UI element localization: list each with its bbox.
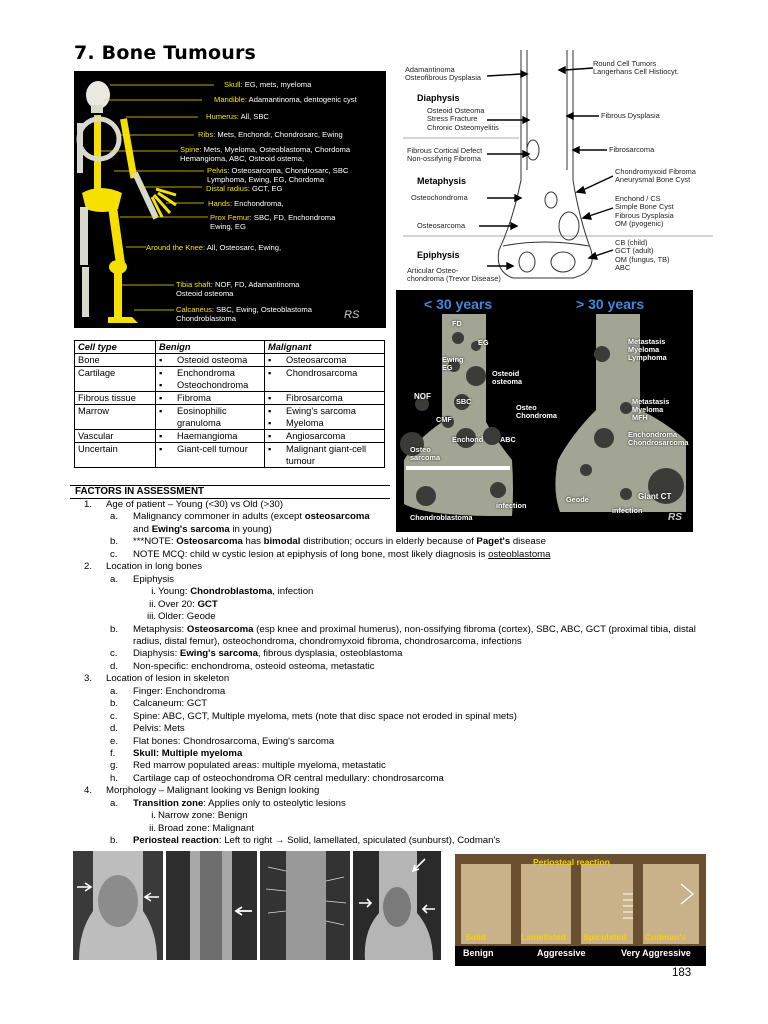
benign-item: Eosinophilic granuloma xyxy=(177,406,227,428)
skeleton-label-hands: Hands: Enchondroma, xyxy=(208,199,284,208)
periosteal-solid: Solid xyxy=(465,932,487,942)
periosteal-spiculated: Spiculated xyxy=(583,932,627,942)
list-marker: i. xyxy=(151,586,156,597)
cell-benign xyxy=(156,354,265,367)
cell-malignant xyxy=(265,443,385,468)
factor-line: Flat bones: Chondrosarcoma, Ewing's sarcoma xyxy=(133,736,335,747)
list-marker: ii. xyxy=(149,823,156,834)
cell-type: Fibrous tissue xyxy=(75,392,156,405)
list-marker: iii. xyxy=(146,611,156,622)
bullet-icon: ▪ xyxy=(159,368,163,378)
diagram-label-adamantinoma: Adamantinoma Osteofibrous Dysplasia xyxy=(405,65,481,83)
list-marker: g. xyxy=(110,760,119,771)
age-label-nof: NOF xyxy=(414,392,431,401)
diagram-label-fibrosarcoma: Fibrosarcoma xyxy=(609,145,655,154)
diagram-label-cb: CB (child) GCT (adult) OM (fungus, TB) ABC xyxy=(615,238,670,273)
diagram-heading-epiphysis: Epiphysis xyxy=(417,250,460,260)
skeleton-label-pelvis: Pelvis: Osteosarcoma, Chondrosarc, SBC Lymphoma, Ewing, EG, Chordoma xyxy=(207,166,349,184)
cell-type: Vascular xyxy=(75,430,156,443)
diagram-label-osteochondroma: Osteochondroma xyxy=(411,193,468,202)
table-header-benign: Benign xyxy=(156,341,265,354)
malignant-item: Osteosarcoma xyxy=(286,355,347,365)
factor-line: Broad zone: Malignant xyxy=(158,823,254,834)
list-marker: d. xyxy=(110,723,119,734)
factor-line: Skull: Multiple myeloma xyxy=(133,748,243,759)
cell-benign xyxy=(156,430,265,443)
periosteal-codmans: Codman's xyxy=(645,932,687,942)
malignant-item: Angiosarcoma xyxy=(286,431,346,441)
factor-line: Pelvis: Mets xyxy=(133,723,185,734)
factor-line: Epiphysis xyxy=(133,574,175,585)
xray-graphic-1 xyxy=(73,851,163,960)
list-marker: b. xyxy=(110,536,119,547)
factor-line: Young: Chondroblastoma, infection xyxy=(158,586,314,597)
list-marker: a. xyxy=(110,686,119,697)
table-body xyxy=(75,354,385,468)
factor-line: Metaphysis: Osteosarcoma (esp knee and proximal humerus), non-ossifying fibroma (cortex), SBC, ABC, GCT (proximal tibia, distal xyxy=(133,624,696,635)
factor-line: Older: Geode xyxy=(158,611,216,622)
bullet-icon: ▪ xyxy=(159,380,163,390)
age-label-fd: FD xyxy=(452,319,462,328)
skeleton-label-humerus: Humerus: All, SBC xyxy=(206,112,269,121)
factor-line: Location in long bones xyxy=(106,561,203,572)
age-label-chondroblastoma: Chondroblastoma xyxy=(410,513,473,522)
factor-line: Periosteal reaction: Left to right → Solid, lamellated, spiculated (sunburst), Codman's xyxy=(133,835,501,846)
diagram-label-enchond: Enchond / CS Simple Bone Cyst Fibrous Dysplasia OM (pyogenic) xyxy=(615,194,674,229)
diagram-heading-metaphysis: Metaphysis xyxy=(417,176,467,186)
xray-image-3 xyxy=(260,851,350,960)
xray-graphic-4 xyxy=(353,851,441,960)
periosteal-title: Periosteal reaction xyxy=(533,857,610,867)
table-row xyxy=(75,392,385,405)
xray-image-1 xyxy=(73,851,163,960)
age-label-osteochondroma: Osteo Chondroma xyxy=(516,403,557,420)
list-marker: a. xyxy=(110,511,119,522)
skeleton-label-skull: Skull: EG, mets, myeloma xyxy=(224,80,312,89)
age-label-abc: ABC xyxy=(500,435,516,444)
bullet-icon: ▪ xyxy=(268,431,272,441)
list-marker: b. xyxy=(110,835,119,846)
table-row xyxy=(75,430,385,443)
factor-line: Spine: ABC, GCT, Multiple myeloma, mets (note that disc space not eroded in spinal mets) xyxy=(133,711,517,722)
list-marker: b. xyxy=(110,698,119,709)
skeleton-label-distal-radius: Distal radius: GCT, EG xyxy=(206,184,283,193)
xray-graphic-2 xyxy=(166,851,257,960)
factor-line: and Ewing's sarcoma in young) xyxy=(133,524,272,535)
list-marker: f. xyxy=(110,748,116,759)
factor-line: Age of patient – Young (<30) vs Old (>30) xyxy=(106,499,284,510)
diagram-label-trevor: Articular Osteo- chondroma (Trevor Disease) xyxy=(407,266,501,284)
malignant-item: Ewing's sarcoma xyxy=(286,406,356,416)
bullet-icon: ▪ xyxy=(159,444,163,454)
benign-item: Osteochondroma xyxy=(177,380,249,390)
bullet-icon: ▪ xyxy=(159,355,163,365)
diagram-label-cmf: Chondromyxoid Fibroma Aneurysmal Bone Cyst xyxy=(615,167,696,185)
diagram-label-osteoid: Osteoid Osteoma Stress Fracture Chronic Osteomyelitis xyxy=(427,106,499,132)
age-label-enchondroma-cs: Enchondroma Chondrosarcoma xyxy=(628,430,689,447)
factor-line: NOTE MCQ: child w cystic lesion at epiphysis of long bone, most likely diagnosis is osteoblastoma xyxy=(133,549,551,560)
skeleton-label-mandible: Mandible: Adamantinoma, dentogenic cyst xyxy=(214,95,357,104)
list-marker: h. xyxy=(110,773,119,784)
age-label-sbc: SBC xyxy=(456,397,472,406)
list-marker: 3. xyxy=(84,673,93,684)
bullet-icon: ▪ xyxy=(268,444,272,454)
bone-location-diagram xyxy=(403,50,713,290)
factor-line: Over 20: GCT xyxy=(158,599,218,610)
factor-line: Diaphysis: Ewing's sarcoma, fibrous dysplasia, osteoblastoma xyxy=(133,648,403,659)
diagram-label-fcd: Fibrous Cortical Defect Non-ossifying Fibroma xyxy=(407,146,483,164)
cell-type: Uncertain xyxy=(75,443,156,468)
factors-heading: FACTORS IN ASSESSMENT xyxy=(70,485,390,499)
factor-line: Cartilage cap of osteochondroma OR central medullary: chondrosarcoma xyxy=(133,773,444,784)
age-label-ewing: Ewing EG xyxy=(442,355,464,372)
skeleton-label-knee: Around the Knee: All, Osteosarc, Ewing, xyxy=(146,243,282,252)
cell-benign xyxy=(156,367,265,392)
table-header-malignant: Malignant xyxy=(265,341,385,354)
malignant-item: Fibrosarcoma xyxy=(286,393,343,403)
list-marker: c. xyxy=(110,549,118,560)
factor-line: Calcaneum: GCT xyxy=(133,698,208,709)
list-marker: a. xyxy=(110,798,119,809)
age-label-eg: EG xyxy=(478,338,489,347)
factor-line: Malignancy commoner in adults (except osteosarcoma xyxy=(133,511,370,522)
benign-item: Osteoid osteoma xyxy=(177,355,248,365)
bullet-icon: ▪ xyxy=(159,431,163,441)
xray-image-4 xyxy=(353,851,441,960)
factor-line: ***NOTE: Osteosarcoma has bimodal distribution; occurs in elderly because of Paget's disease xyxy=(133,536,546,547)
cell-type: Marrow xyxy=(75,405,156,430)
skeleton-label-calcaneus: Calcaneus: SBC, Ewing, Osteoblastoma Chondroblastoma xyxy=(176,305,312,323)
list-marker: d. xyxy=(110,661,119,672)
periosteal-lamellated: Lamellated xyxy=(521,932,566,942)
factor-line: Location of lesion in skeleton xyxy=(106,673,230,684)
list-marker: b. xyxy=(110,624,119,635)
xray-graphic-3 xyxy=(260,851,350,960)
malignant-item: Malignant giant-cell tumour xyxy=(286,444,367,466)
cell-benign xyxy=(156,405,265,430)
skeleton-label-tibia: Tibia shaft: NOF, FD, Adamantinoma Osteoid osteoma xyxy=(176,280,300,298)
factor-line: Finger: Enchondroma xyxy=(133,686,226,697)
bullet-icon: ▪ xyxy=(268,406,272,416)
cell-malignant xyxy=(265,405,385,430)
cell-malignant xyxy=(265,367,385,392)
age-label-cmf: CMF xyxy=(436,415,452,424)
age-label-metastasis-mfh: Metastasis Myeloma MFH xyxy=(632,397,670,422)
age-label-osteosarcoma: Osteo sarcoma xyxy=(410,445,441,462)
malignant-item: Chondrosarcoma xyxy=(286,368,358,378)
bullet-icon: ▪ xyxy=(268,418,272,428)
skeleton-figure xyxy=(74,71,386,328)
age-header-old: > 30 years xyxy=(576,296,645,312)
table-row xyxy=(75,367,385,392)
cell-malignant xyxy=(265,430,385,443)
bullet-icon: ▪ xyxy=(159,393,163,403)
age-label-enchond: Enchond xyxy=(452,435,484,444)
diagram-label-osteosarcoma: Osteosarcoma xyxy=(417,221,466,230)
cell-benign xyxy=(156,443,265,468)
bullet-icon: ▪ xyxy=(268,368,272,378)
factor-line: Morphology – Malignant looking vs Benign looking xyxy=(106,785,320,796)
factor-line: radius, distal femur), osteochondroma, chondromyxoid fibroma, chondrosarcoma, infections xyxy=(133,636,522,647)
diagram-heading-diaphysis: Diaphysis xyxy=(417,93,460,103)
table-header-cell-type: Cell type xyxy=(75,341,156,354)
factor-line: Transition zone: Applies only to osteolytic lesions xyxy=(133,798,346,809)
bullet-icon: ▪ xyxy=(268,355,272,365)
benign-item: Enchondroma xyxy=(177,368,235,378)
periosteal-very-aggressive: Very Aggressive xyxy=(621,948,691,958)
age-label-giant-ct: Giant CT xyxy=(638,492,672,501)
age-header-young: < 30 years xyxy=(424,296,493,312)
list-marker: a. xyxy=(110,574,119,585)
page-title: 7. Bone Tumours xyxy=(74,42,257,64)
cell-malignant xyxy=(265,392,385,405)
factor-line: Red marrow populated areas: multiple myeloma, metastatic xyxy=(133,760,386,771)
age-label-osteoid: Osteoid osteoma xyxy=(492,369,523,386)
cell-type: Bone xyxy=(75,354,156,367)
factor-line: Narrow zone: Benign xyxy=(158,810,248,821)
bullet-icon: ▪ xyxy=(268,393,272,403)
list-marker: ii. xyxy=(149,599,156,610)
cell-benign xyxy=(156,392,265,405)
benign-item: Giant-cell tumour xyxy=(177,444,248,454)
cell-type-table xyxy=(74,340,385,468)
list-marker: 4. xyxy=(84,785,93,796)
bullet-icon: ▪ xyxy=(159,406,163,416)
list-marker: c. xyxy=(110,648,118,659)
table-header-row xyxy=(75,341,385,354)
age-distribution-figure xyxy=(396,290,693,532)
diagram-label-round-cell: Round Cell Tumors Langerhans Cell Histiocyt. xyxy=(593,59,679,77)
cell-type: Cartilage xyxy=(75,367,156,392)
list-marker: 1. xyxy=(84,499,93,510)
benign-item: Fibroma xyxy=(177,393,212,403)
cell-malignant xyxy=(265,354,385,367)
periosteal-benign: Benign xyxy=(463,948,494,958)
list-marker: 2. xyxy=(84,561,93,572)
skeleton-label-spine: Spine: Mets, Myeloma, Osteoblastoma, Chordoma Hemangioma, ABC, Osteoid ostema, xyxy=(180,145,351,163)
factor-line: Non-specific: enchondroma, osteoid osteoma, metastatic xyxy=(133,661,375,672)
age-label-geode: Geode xyxy=(566,495,589,504)
malignant-item: Myeloma xyxy=(286,418,324,428)
periosteal-aggressive: Aggressive xyxy=(537,948,586,958)
table-row xyxy=(75,354,385,367)
age-label-infection-young: infection xyxy=(496,501,527,510)
xray-image-2 xyxy=(166,851,257,960)
list-marker: c. xyxy=(110,711,118,722)
skeleton-label-ribs: Ribs: Mets, Enchondr, Chondrosarc, Ewing xyxy=(198,130,343,139)
age-panel-logo: RS xyxy=(668,512,682,523)
diagram-label-fibrous-dysplasia: Fibrous Dysplasia xyxy=(601,111,660,120)
periosteal-reaction-figure xyxy=(455,854,706,966)
age-label-metastasis-lymphoma: Metastasis Myeloma Lymphoma xyxy=(628,337,667,362)
page-number: 183 xyxy=(672,967,692,979)
skeleton-logo: RS xyxy=(344,309,360,321)
list-marker: i. xyxy=(151,810,156,821)
list-marker: e. xyxy=(110,736,119,747)
benign-item: Haemangioma xyxy=(177,431,238,441)
age-label-infection-old: infection xyxy=(612,506,643,515)
skeleton-label-prox-femur: Prox Femur: SBC, FD, Enchondroma Ewing, EG xyxy=(210,213,336,231)
table-row xyxy=(75,405,385,430)
table-row xyxy=(75,443,385,468)
